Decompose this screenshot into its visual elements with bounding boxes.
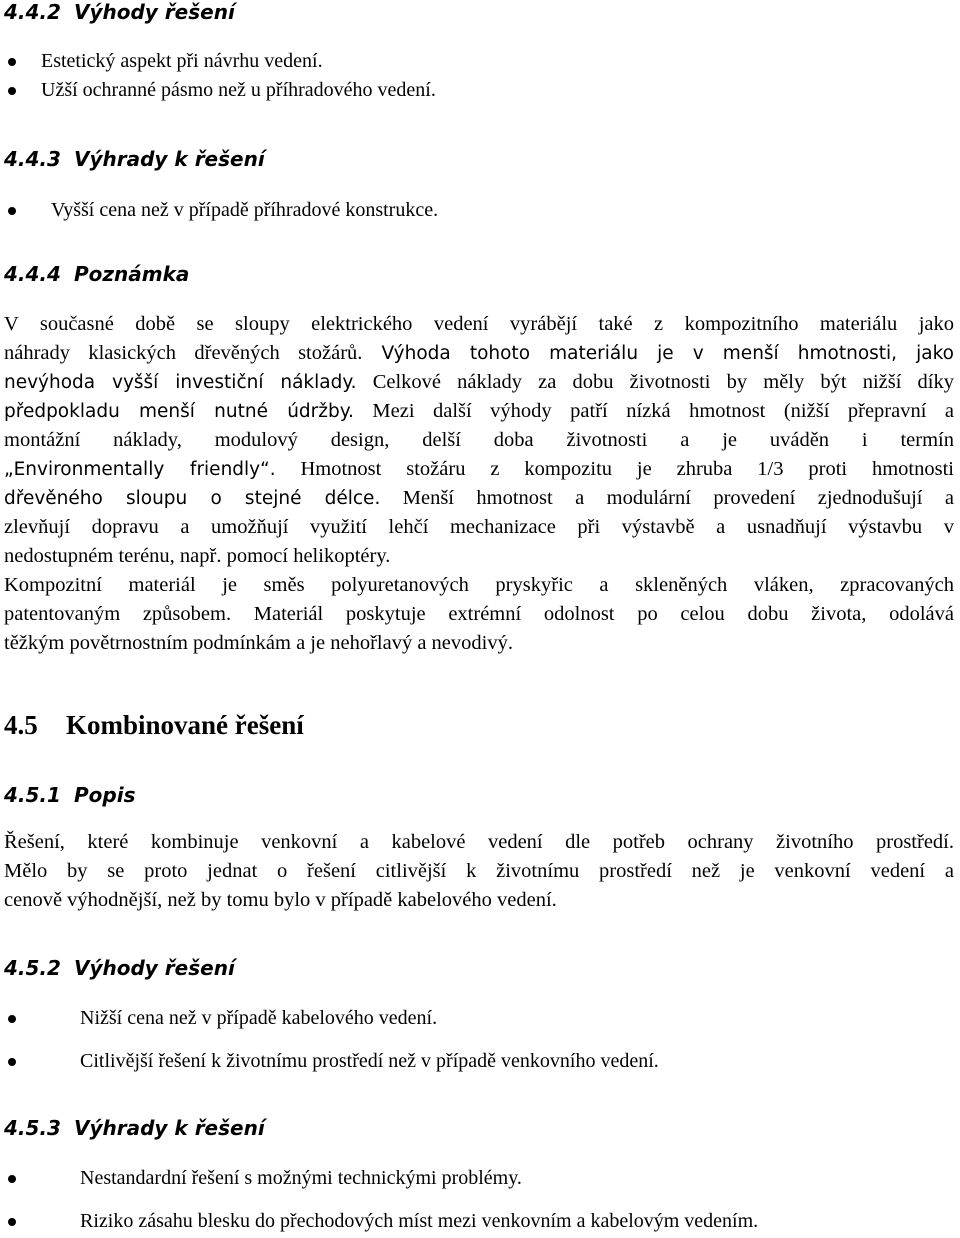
bullet-icon [8,1218,16,1226]
heading-title: Výhody řešení [74,956,235,980]
text-line [4,571,954,600]
heading-title: Výhody řešení [74,0,235,24]
text-run: montážní náklady, modulový design, delší doba životnosti a je uváděn i termín [4,429,954,451]
text-run: Výhoda tohoto materiálu je v menší hmotnosti, jako [362,343,955,364]
bullet-icon [8,58,16,66]
text-run: V současné době se sloupy elektrického vedení vyrábějí také z kompozitního materiálu jako [4,313,954,335]
list-item [80,1209,758,1233]
bullet-icon [8,1058,16,1066]
list-item-text: Riziko zásahu blesku do přechodových míst mezi venkovním a kabelovým vedením. [80,1210,759,1232]
heading-4-5-2 [4,956,235,980]
text-line [4,629,954,658]
text-line [4,484,954,513]
heading-number: 4.4.2 [4,0,61,24]
heading-number: 4.4.3 [4,147,61,171]
text-line [4,542,954,571]
heading-number: 4.4.4 [4,262,61,286]
note-paragraph [4,310,954,658]
list-item-text: Citlivější řešení k životnímu prostředí než v případě venkovního vedení. [80,1050,659,1072]
list-item-text: Nižší cena než v případě kabelového vedení. [80,1007,438,1029]
bullet-icon [8,1175,16,1183]
text-line [4,310,954,339]
list-item [80,1166,522,1190]
heading-4-5-1 [4,783,135,807]
heading-number: 4.5.1 [4,783,61,807]
text-line [4,455,954,484]
heading-title: Kombinované řešení [66,710,304,740]
heading-4-4-4 [4,262,189,286]
list-item [41,49,323,73]
text-run: Celkové náklady za dobu životnosti by měly být nižší díky [356,371,954,393]
heading-number: 4.5.2 [4,956,61,980]
text-line [4,828,954,857]
list-item [51,198,438,222]
text-line [4,600,954,629]
text-run: Materiál poskytuje extrémní odolnost po celou dobu života, odolává [231,603,954,625]
heading-4-5 [4,709,304,741]
text-run: Hmotnost stožáru z kompozitu je zhruba 1/3 proti hmotnosti [275,458,954,480]
bullet-icon [8,87,16,95]
text-run: cenově výhodnější, než by tomu bylo v případě kabelového vedení. [4,889,557,911]
list-item-text: Estetický aspekt při návrhu vedení. [41,50,323,72]
text-run: Mělo by se proto jednat o řešení citlivější k životnímu prostředí než je venkovní vedení a [4,860,954,882]
text-run: Mezi další výhody patří nízká hmotnost (nižší přepravní a [353,400,954,422]
text-run: nedostupném terénu, např. pomocí helikoptéry. [4,545,391,567]
text-line [4,857,954,886]
text-line [4,339,954,368]
list-item [80,1006,437,1030]
bullet-icon [8,207,16,215]
text-run: Kompozitní materiál je směs polyuretanových pryskyřic a skleněných vláken, zpracovaných [4,574,954,596]
text-run: zlevňují dopravu a umožňují využití lehčí mechanizace při výstavbě a usnadňují výstavbu v [4,516,954,538]
text-line [4,426,954,455]
list-item [80,1049,659,1073]
text-run: náhrady klasických dřevěných stožárů. [4,342,363,364]
heading-4-5-3 [4,1116,265,1140]
description-paragraph [4,828,954,915]
heading-title: Popis [74,783,136,807]
text-run: těžkým povětrnostním podmínkám a je nehořlavý a nevodivý. [4,632,513,654]
heading-4-4-2 [4,0,235,24]
list-item-text: Užší ochranné pásmo než u příhradového vedení. [41,79,436,101]
text-run: nevýhoda vyšší investiční náklady. [4,372,357,393]
heading-title: Poznámka [74,262,190,286]
text-line [4,368,954,397]
text-line [4,513,954,542]
text-run: dřevěného sloupu o stejné délce. [4,488,381,509]
heading-number: 4.5.3 [4,1116,61,1140]
bullet-icon [8,1015,16,1023]
heading-number: 4.5 [4,710,38,740]
list-item [41,78,436,102]
text-run: předpokladu menší nutné údržby. [4,401,354,422]
text-line [4,397,954,426]
heading-title: Výhrady k řešení [74,1116,265,1140]
list-item-text: Nestandardní řešení s možnými technickými problémy. [80,1167,522,1189]
text-run: Menší hmotnost a modulární provedení zjednodušují a [380,487,954,509]
list-item-text: Vyšší cena než v případě příhradové konstrukce. [51,199,439,221]
text-run: Řešení, které kombinuje venkovní a kabelové vedení dle potřeb ochrany životního prostředí. [4,831,954,853]
heading-4-4-3 [4,147,265,171]
heading-title: Výhrady k řešení [74,147,265,171]
text-run: patentovaným způsobem. [4,603,232,625]
text-line [4,886,954,915]
text-run: „Environmentally friendly“. [4,459,276,480]
